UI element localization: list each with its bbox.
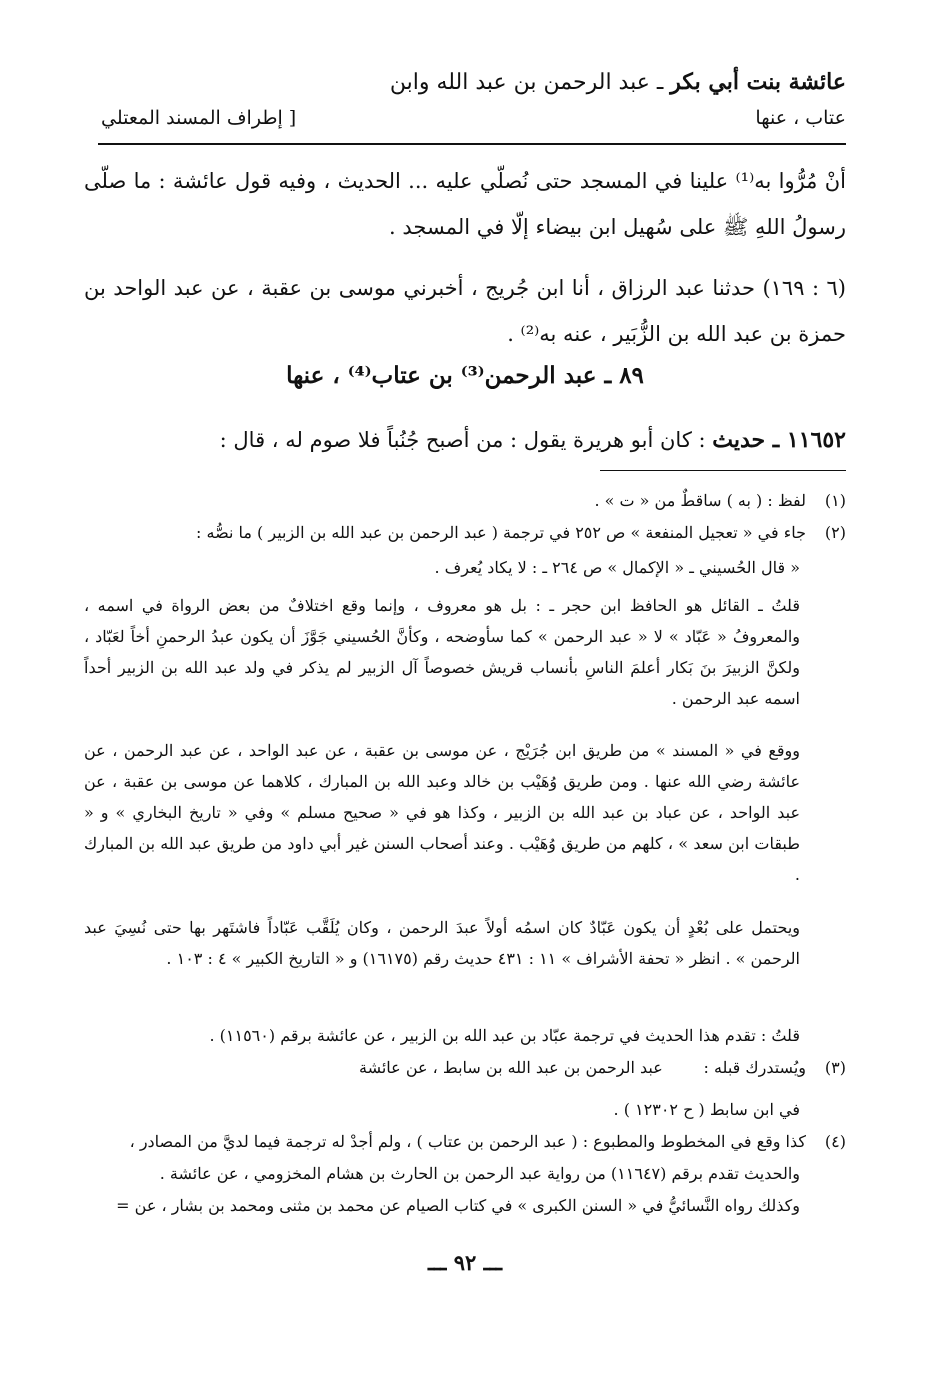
footnote-2 [84,517,846,548]
footnote-2-quote-text: « قال الحُسيني ـ « الإكمال » ص ٢٦٤ ـ : لا يكاد يُعرف . [434,558,800,577]
body-paragraph-2: (٦ : ١٦٩) حدثنا عبد الرزاق ، أنا ابن جُريج ، أخبرني موسى بن عقبة ، عن عبد الواحد بن حمزة بن عبد الله بن الزُّبَير ، عنه به⁽²⁾ . [84,276,846,346]
footnote-1-text: لفظ : ( به ) ساقطٌ من « ت » . [594,491,806,510]
footnote-2-paragraph-2 [84,735,846,890]
footnote-2-paragraph-3 [84,912,846,974]
footnote-divider [600,470,846,471]
hadith-number: ١١٦٥٢ ـ حديث [712,427,846,453]
header-book-title: [ إطراف المسند المعتلي [101,107,297,129]
body-paragraph-1: أنْ مُرُّوا به⁽¹⁾ علينا في المسجد حتى نُصلّي عليه ... الحديث ، وفيه قول عائشة : ما صلّى رسولُ اللهِ ﷺ على سُهيل ابن بيضاء إلّا في المسجد . [84,169,846,239]
hadith-text: : كان أبو هريرة يقول : من أصبح جُنُباً فلا صوم له ، قال : [219,428,713,452]
footnote-1 [84,485,846,516]
header-title-bold: عائشة بنت أبي بكر [670,69,846,95]
footnote-2-paragraph-1-text: قلتُ ـ القائل هو الحافظ ابن حجر ـ : بل هو معروف ، وإنما وقع اختلافٌ من بعض الرواة في اسمه ، والمعروفُ « عَبّاد » لا « عبد الرحمن » كما سأوضحه ، وكأنَّ الحُسيني جَوَّزَ أن يكون عبدُ الرحمنِ أخاً لعَبّاد ، ولكنَّ الزبيرَ بنَ بَكار أعلمَ الناسِ بأنساب قريش خصوصاً آل الزبير لم يذكر في ولد عبد الله بن الزبير أحداً اسمه عبد الرحمن . [84,596,800,708]
footnote-2-paragraph-4 [84,1020,846,1051]
footnote-2-paragraph-4-text: قلتُ : تقدم هذا الحديث في ترجمة عبّاد بن عبد الله بن الزبير ، عن عائشة برقم (١١٥٦٠) . [209,1026,800,1045]
running-header-row [101,102,846,134]
footnote-3-entry: عبد الرحمن بن عبد الله بن سابط ، عن عائشة [359,1058,663,1077]
footnote-4-line-2-wrap [84,1158,846,1189]
footnote-2-text: جاء في « تعجيل المنفعة » ص ٢٥٢ في ترجمة ( عبد الرحمن بن عبد الله بن الزبير ) ما نصُّه : [196,523,806,542]
footnote-3-number: (٣) [824,1058,846,1077]
footnote-4-number: (٤) [824,1132,846,1151]
section-heading: ٨٩ ـ عبد الرحمن⁽³⁾ بن عتاب⁽⁴⁾ ، عنها [286,362,644,389]
footnote-2-paragraph-3-text: ويحتمل على بُعْدٍ أن يكون عَبّادٌ كان اسمُه أولاً عبدَ الرحمن ، وكان يُلَقَّب عَبّاداً فاشتَهر بها حتى نُسِيَ عبد الرحمن » . انظر « تحفة الأشراف » ١١ : ٤٣١ حديث رقم (١٦١٧٥) و « التاريخ الكبير » ٤ : ١٠٣ . [84,918,800,968]
hadith-entry [84,420,846,460]
footnote-4-line-1: كذا وقع في المخطوط والمطبوع : ( عبد الرحمن بن عتاب ) ، ولم أجدْ له ترجمة فيما لديَّ من المصادر ، [129,1132,806,1151]
header-subtitle: عتاب ، عنها [755,107,846,129]
footnote-3-reference [84,1094,846,1125]
footnote-4-line-2: والحديث تقدم برقم (١١٦٤٧) من رواية عبد الرحمن بن الحارث بن هشام المخزومي ، عن عائشة . [159,1164,800,1183]
running-header-title [126,66,846,99]
footnote-3-reference-text: في ابن سابط ( ح ١٢٣٠٢ ) . [613,1100,800,1119]
footnote-4 [84,1126,846,1157]
footnote-1-number: (١) [824,491,846,510]
footnote-2-quote [84,552,846,583]
footnote-4-line-3-wrap [84,1190,846,1221]
footnote-2-paragraph-1 [84,590,846,714]
footnote-2-number: (٢) [824,523,846,542]
footnote-2-paragraph-2-text: ووقع في « المسند » من طريق ابن جُرَيْج ، عن موسى بن عقبة ، عن عبد الواحد ، عن عبد الرحمن ، عن عائشة رضي الله عنها . ومن طريق وُهَيْب بن خالد وعبد الله بن المبارك ، كلاهما عن موسى بن عقبة ، عن عبد الواحد ، عن عباد بن عبد الله بن الزبير ، وكذا هو في « صحيح مسلم » وفي « تاريخ البخاري » و « طبقات ابن سعد » ، كلهم من طريق وُهَيْب . وعند أصحاب السنن غير أبي داود من طريق عبد الله بن المبارك . [84,741,800,884]
footnote-3 [84,1052,846,1083]
footnote-3-label: ويُستدرك قبله : [703,1058,806,1077]
footnote-4-line-3: وكذلك رواه النَّسائيُّ في « السنن الكبرى » في كتاب الصيام عن محمد بن مثنى ومحمد بن بشار ، عن = [116,1196,800,1215]
header-title-rest: ـ عبد الرحمن بن عبد الله وابن [389,70,671,95]
header-divider [98,143,846,145]
page-number: ـــ ٩٢ ـــ [427,1250,503,1275]
